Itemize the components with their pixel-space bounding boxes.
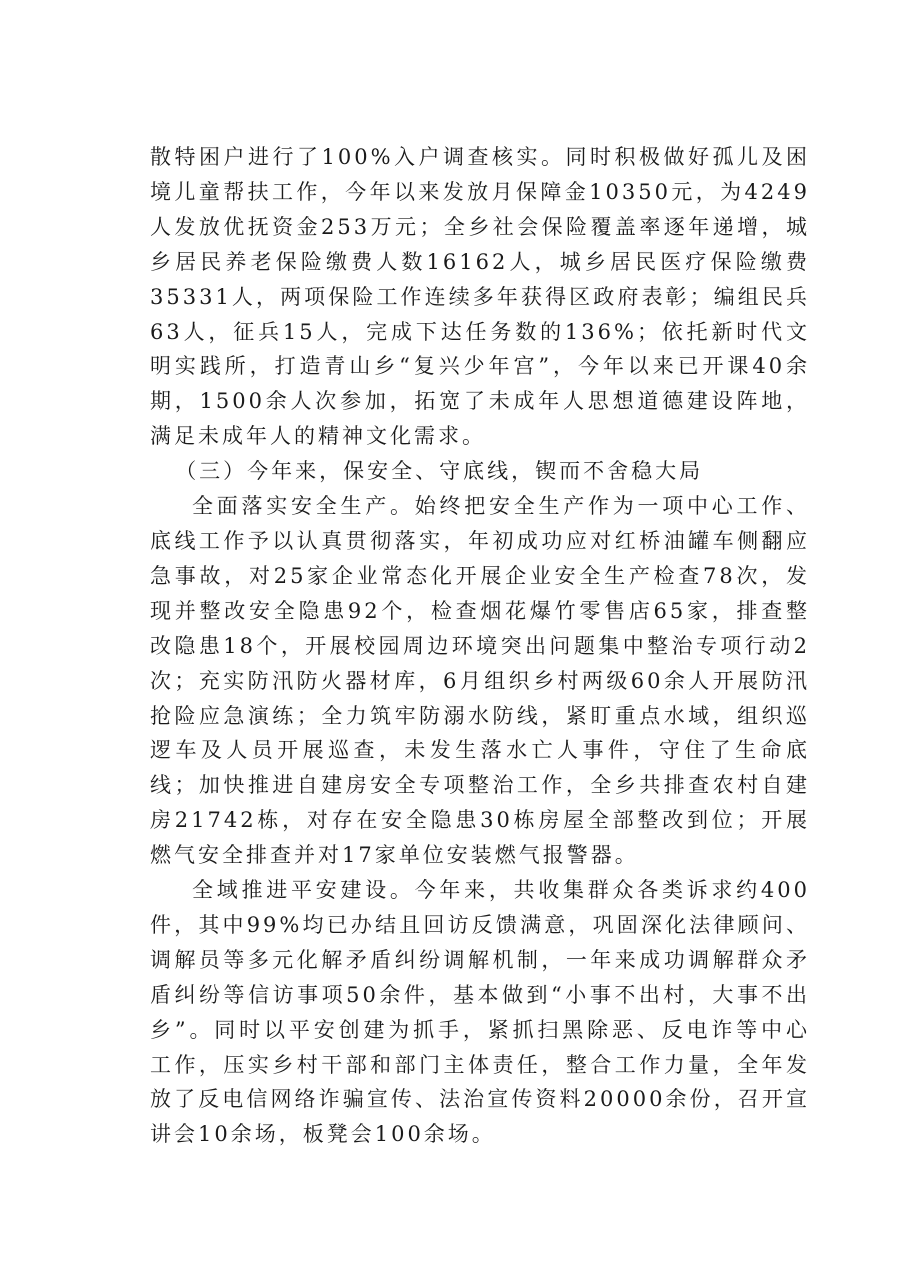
section-heading: （三）今年来，保安全、守底线，锲而不舍稳大局 [175,459,704,484]
document-body [150,140,810,1152]
paragraph-social-security: 散特困户进行了100%入户调查核实。同时积极做好孤儿及困境儿童帮扶工作，今年以来发放月保障金10350元，为4249人发放优抚资金253万元；全乡社会保险覆盖率逐年递增，城乡居民养老保险缴费人数16162人，城乡居民医疗保险缴费35331人，两项保险工作连续多年获得区政府表彰；编组民兵63人，征兵15人，完成下达任务数的136%；依托新时代文明实践所，打造青山乡“复兴少年宫”，今年以来已开课40余期，1500余人次参加，拓宽了未成年人思想道德建设阵地，满足未成年人的精神文化需求。 [150,145,810,449]
paragraph-work-safety: 全面落实安全生产。始终把安全生产作为一项中心工作、底线工作予以认真贯彻落实，年初成功应对红桥油罐车侧翻应急事故，对25家企业常态化开展企业安全生产检查78次，发现并整改安全隐患92个，检查烟花爆竹零售店65家，排查整改隐患18个，开展校园周边环境突出问题集中整治专项行动2次；充实防汛防火器材库，6月组织乡村两级60余人开展防汛抢险应急演练；全力筑牢防溺水防线，紧盯重点水域，组织巡逻车及人员开展巡查，未发生落水亡人事件，守住了生命底线；加快推进自建房安全专项整治工作，全乡共排查农村自建房21742栋，对存在安全隐患30栋房屋全部整改到位；开展燃气安全排查并对17家单位安装燃气报警器。 [150,494,810,868]
paragraph-public-security: 全域推进平安建设。今年来，共收集群众各类诉求约400件，其中99%均已办结且回访反馈满意，巩固深化法律顾问、调解员等多元化解矛盾纠纷调解机制，一年来成功调解群众矛盾纠纷等信访事项50余件，基本做到“小事不出村，大事不出乡”。同时以平安创建为抓手，紧抓扫黑除恶、反电诈等中心工作，压实乡村干部和部门主体责任，整合工作力量，全年发放了反电信网络诈骗宣传、法治宣传资料20000余份，召开宣讲会10余场，板凳会100余场。 [150,878,810,1147]
